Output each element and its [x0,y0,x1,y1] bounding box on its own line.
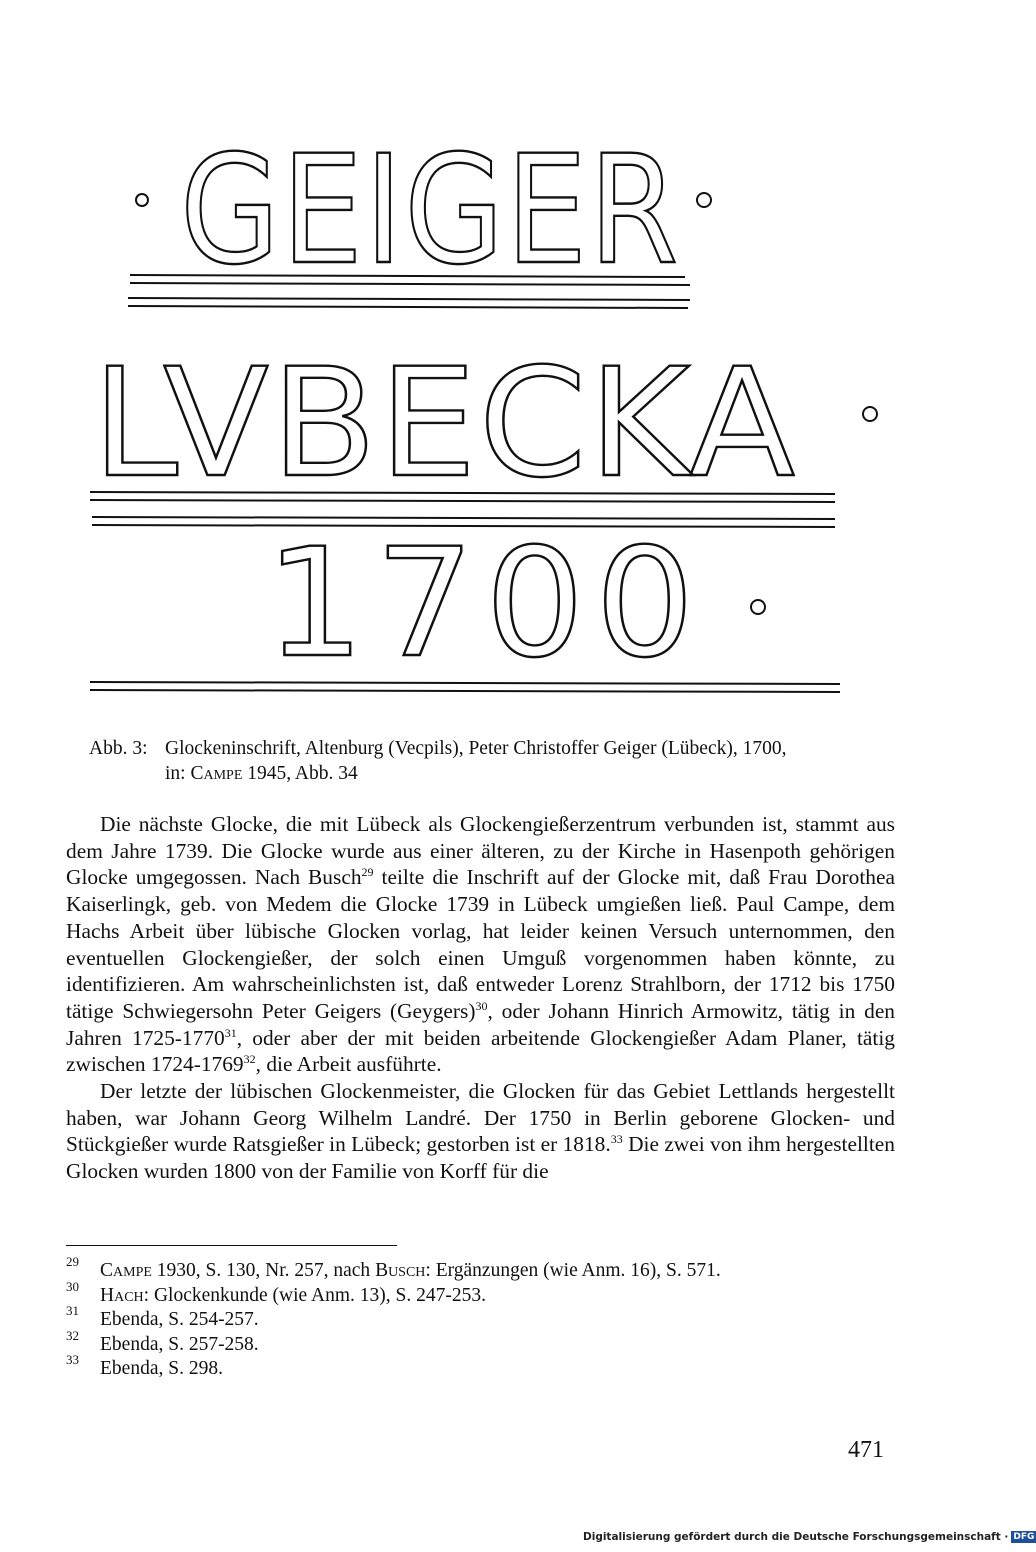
footnote-number: 32 [66,1327,79,1343]
caption-line-1: Glockeninschrift, Altenburg (Vecpils), Peter Christoffer Geiger (Lübeck), 1700, [165,738,787,759]
rule-line [90,682,840,684]
caption-label: Abb. 3: [89,738,148,759]
paragraph-2: Der letzte der lübischen Glockenmeister, die Glocken für das Gebiet Lettlands hergestellt haben, war Johann Georg Wilhelm Landré. Der 1750 in Berlin geborene Glocken- und Stückgießer wurde Ratsgießer in Lübeck; gestorben ist er 1818.33 Die zwei von ihm hergestellten Glocken wurden 1800 von der Familie von Korff für die [66,1079,895,1184]
rule-line [128,298,690,300]
dot-ornament [697,193,711,207]
footnote-ref-31[interactable]: 31 [224,1025,237,1040]
footnote-number: 33 [66,1352,79,1367]
footnote-ref-29[interactable]: 29 [361,865,374,880]
caption-text [165,736,925,786]
inscription-drawing [90,120,880,710]
footnote-ref-30[interactable]: 30 [475,998,488,1013]
inscription-line-2: LVBECKA [92,337,797,511]
dot-ornament [863,407,877,421]
page-number: 471 [848,1437,884,1463]
body-text [66,811,895,1185]
footnote-text: Ebenda, S. 298. [100,1358,223,1379]
footnote-text: Ebenda, S. 254-257. [100,1309,259,1330]
footnote-30 [66,1279,896,1304]
rule-line [128,306,688,308]
paragraph-1: Die nächste Glocke, die mit Lübeck als Glockengießerzentrum verbunden ist, stammt aus dem Jahre 1739. Die Glocke wurde aus einer älteren, zu der Kirche in Hasenpoth gehörigen Glocke umgegossen. Nach Busch$^{29}$ teilte die Inschrift auf der Glocke mit, daß Frau Dorothea Kaiserlingk, geb. von Medem die Glocke 1739 in Lübeck umgießen ließ. Paul Campe, dem Hachs Arbeit über lübische Glocken vorlag, hat leider keinen Versuch unternommen, den eventuellen Glockengießer, der solch einen Umguß vorgenommen haben könnte, zu identifizieren. Am wahrscheinlichsten ist, daß entweder Lorenz Strahlborn, der 1712 bis 1750 tätige Schwiegersohn Peter Geigers (Geygers)$^{30}$, oder Johann Hinrich Armowitz, tätig in den Jahren 1725-1770$^{31}$, oder aber der mit beiden arbeitende Glockengießer Adam Planer, tätig zwischen 1724-1769$^{32}$, die Arbeit ausführte. [66,812,896,1077]
footnote-ref-32[interactable]: 32 [243,1052,256,1067]
digitization-credit [583,1531,1036,1543]
footnote-33 [66,1352,896,1377]
footnote-divider [66,1245,397,1246]
inscription-line-1: GEIGER [180,124,680,298]
footnote-text: Ebenda, S. 257-258. [100,1333,259,1355]
footnote-29 [66,1254,896,1279]
credit-text: Digitalisierung gefördert durch die Deutsche Forschungsgemeinschaft · [583,1531,1009,1543]
footnote-ref-33[interactable]: 33 [610,1132,623,1147]
rule-line [90,690,840,692]
bell-inscription-figure [90,120,880,710]
caption-line-2: in: Campe 1945, Abb. 34 [165,763,358,784]
footnote-number: 29 [66,1254,79,1269]
footnote-number: 30 [66,1278,79,1294]
dot-ornament [136,194,148,206]
footnote-32 [66,1328,896,1353]
footnote-text: Hach: Glockenkunde (wie Anm. 13), S. 247-253. [100,1284,486,1306]
footnote-text: Campe 1930, S. 130, Nr. 257, nach Busch: Ergänzungen (wie Anm. 16), S. 571. [100,1260,721,1281]
inscription-line-3: 1700 [265,517,705,691]
footnote-number: 31 [66,1303,79,1318]
footnotes [66,1254,896,1377]
footnote-31 [66,1303,896,1328]
caption-author: Campe [190,763,243,784]
dfg-logo: DFG [1013,1532,1035,1542]
dot-ornament [751,600,765,614]
